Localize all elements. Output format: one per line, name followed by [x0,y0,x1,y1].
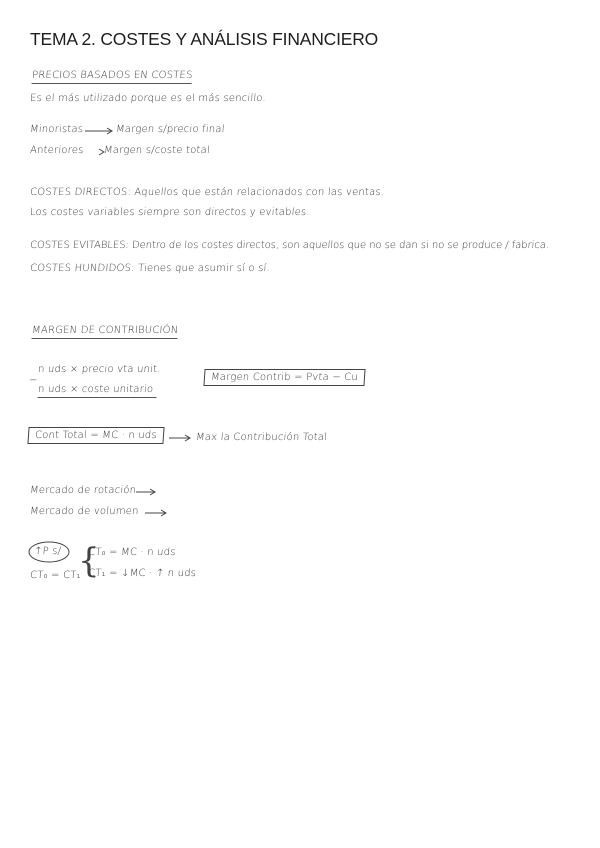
arrow-right-icon [144,509,168,517]
section-heading-margen: MARGEN DE CONTRIBUCIÓN [32,325,179,339]
formula-cont-total: Cont Total = MC · n uds [27,427,164,444]
arrow-right-icon [135,488,157,496]
label-minoristas: Minoristas [29,124,84,135]
label-mercado-rotacion: Mercado de rotación [29,485,137,496]
arrow-right-icon [168,434,192,442]
formula-ct1: CT₁ = ↓MC · ↑ n uds [87,568,197,579]
formula-coste-unitario: n uds × coste unitario [38,384,158,398]
brace-icon: { [78,541,100,581]
def-costes-directos: COSTES DIRECTOS: Aquellos que están relacionados con las ventas. [29,187,385,198]
text-max-contribucion: Max la Contribución Total [195,432,328,443]
def-costes-evitables: COSTES EVITABLES: Dentro de los costes directos, son aquellos que no se dan si no se produce / fabrica. [29,240,550,251]
label-ct-equal: CT₀ = CT₁ [29,570,82,581]
formula-precio-venta: n uds × precio vta unit. [37,364,162,375]
section-heading-precios: PRECIOS BASADOS EN COSTES [32,70,193,84]
arrow-right-icon [84,127,114,135]
value-anteriores: Margen s/coste total [103,145,211,156]
def-costes-variables: Los costes variables siempre son directos y evitables. [29,207,311,218]
def-costes-hundidos: COSTES HUNDIDOS: Tienes que asumir sí o sí. [29,263,271,274]
minus-sign: − [28,375,38,386]
line-mas-utilizado: Es el más utilizado porque es el más sencillo. [29,93,267,104]
label-anteriores: Anteriores [29,145,84,156]
page-title: TEMA 2. COSTES Y ANÁLISIS FINANCIERO [30,29,379,49]
formula-margen-contribucion: Margen Contrib = Pvta − Cu [203,369,365,386]
formula-ct0: CT₀ = MC · n uds [87,547,176,558]
label-vp: ↑P s/ [33,546,62,557]
value-minoristas: Margen s/precio final [115,124,226,135]
label-mercado-volumen: Mercado de volumen [29,506,139,517]
